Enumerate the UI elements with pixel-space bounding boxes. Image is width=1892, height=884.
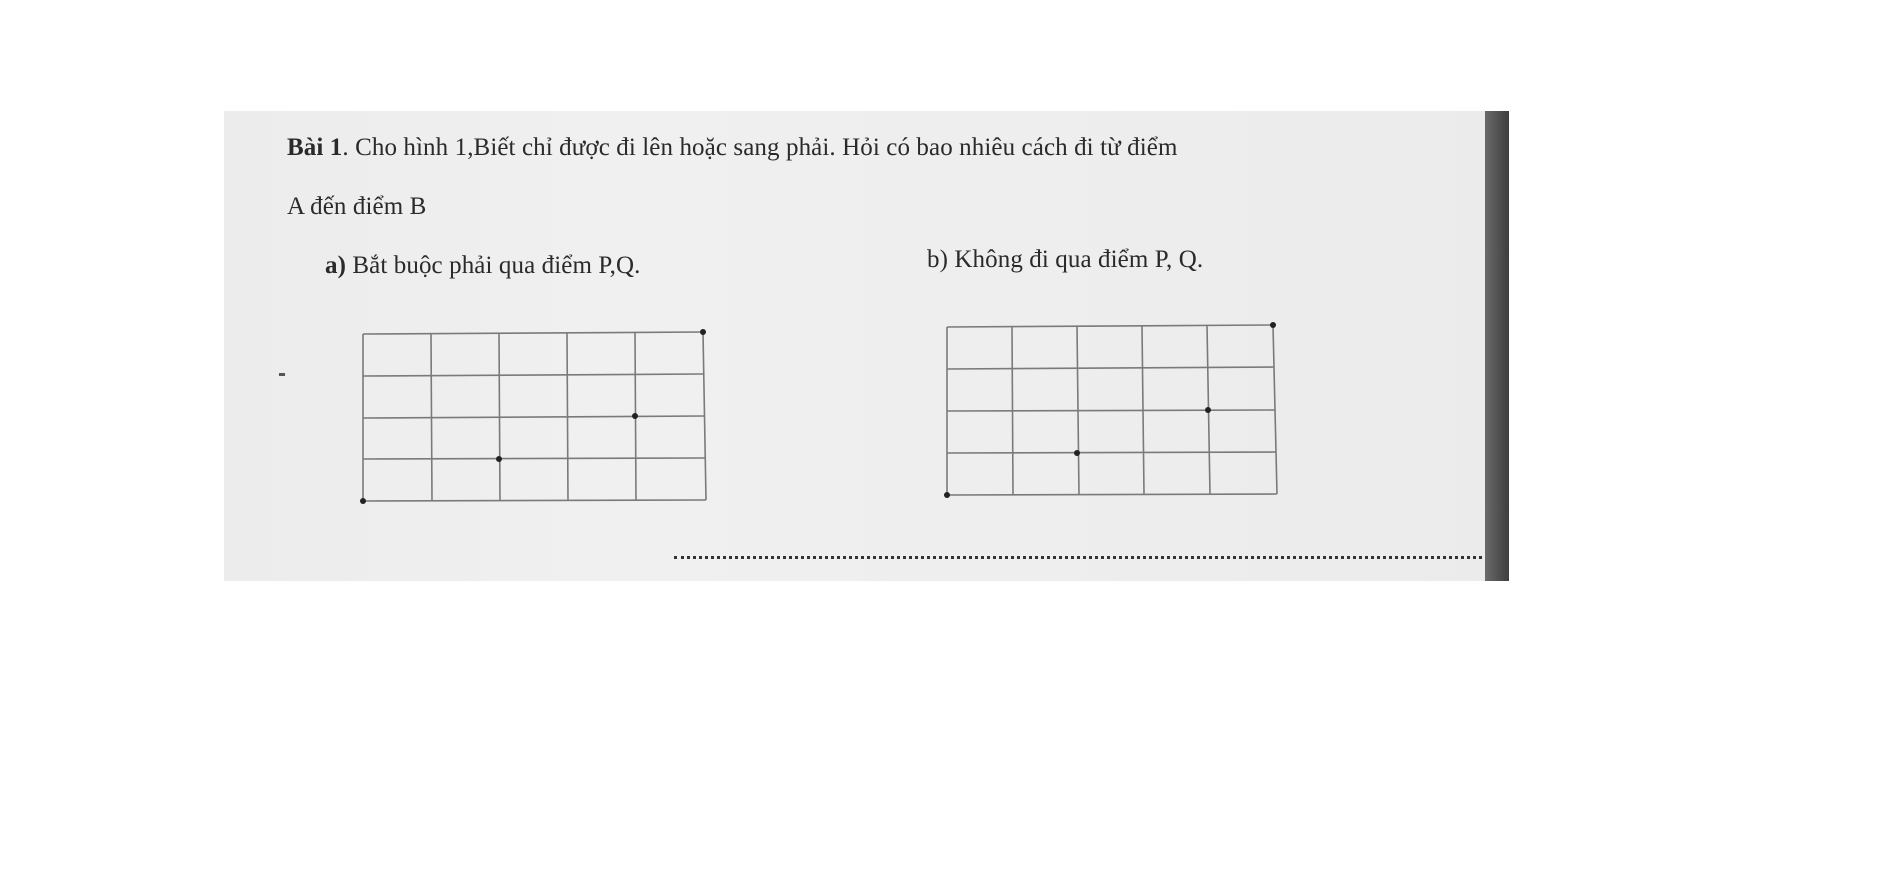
grid-figure-b [937, 316, 1297, 516]
part-a-text: Bắt buộc phải qua điểm P,Q. [346, 252, 641, 279]
grid-b-lines [947, 325, 1277, 495]
grid-figure-a [353, 328, 713, 528]
problem-text-1: . Cho hình 1,Biết chỉ được đi lên hoặc sang phải. Hỏi có bao nhiêu cách đi từ điểm [342, 134, 1178, 161]
point-p [496, 456, 502, 462]
grid-a-lines [363, 332, 706, 501]
worksheet-photo [224, 111, 1509, 581]
point-p [1074, 450, 1080, 456]
photo-edge-shadow [1485, 111, 1509, 581]
part-b: b) Không đi qua điểm P, Q. [927, 246, 1204, 273]
problem-number: Bài 1 [287, 134, 343, 161]
point-a [360, 498, 366, 504]
point-q [632, 413, 638, 419]
dotted-answer-line [674, 556, 1509, 559]
part-a-label: a) [325, 252, 347, 279]
part-a [325, 252, 640, 280]
problem-statement-line1 [287, 134, 1178, 162]
point-b [700, 329, 706, 335]
problem-statement-line2: A đến điểm B [287, 193, 427, 220]
point-b [1270, 322, 1276, 328]
point-q [1205, 407, 1211, 413]
ink-speck [279, 373, 285, 376]
point-a [944, 492, 950, 498]
